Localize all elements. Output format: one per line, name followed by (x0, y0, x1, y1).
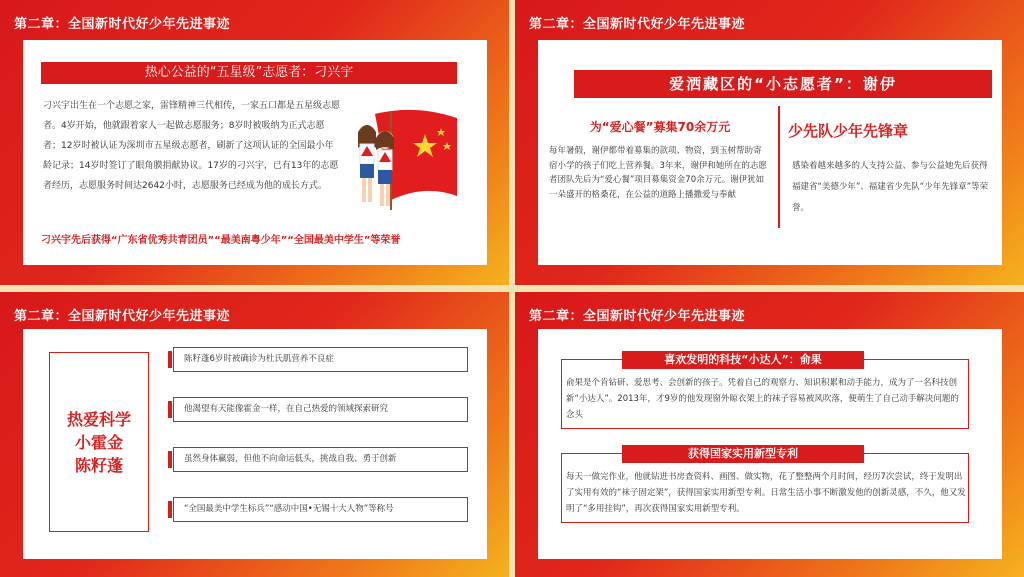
section-tag: 喜欢发明的科技“小达人”：俞果 (622, 351, 864, 369)
content-card (23, 40, 487, 265)
name-line: 陈籽蓬 (74, 455, 123, 475)
section-text: 俞果是个肯钻研、爱思考、会创新的孩子。凭着自己的观察力、知识积累和动手能力，成为了一名科技创新“小达人”。2013年，才9岁的他发现窗外晾衣架上的袜子容易被风吹落，便萌生了自己动手解决问题的念头 (566, 378, 959, 420)
section-text: 每天一做完作业，他就钻进书房查资料、画图、做实物，花了整整两个月时间，经历7次尝试，终于发明出了实用有效的“袜子固定架”，获得国家实用新型专利。日常生活小事不断激发他的创新灵感，不久，他又发明了“多用挂钩”，再次获得国家实用新型专利。 (566, 472, 966, 514)
slide-3 (0, 292, 509, 577)
slide-4 (515, 292, 1024, 577)
name-line: 小霍金 (74, 432, 123, 452)
list-item: 他渴望有天能像霍金一样，在自己热爱的领域探索研究 (173, 397, 468, 422)
content-card (538, 40, 1002, 265)
list-item: 陈籽蓬6岁时被确诊为杜氏肌营养不良症 (173, 347, 468, 372)
name-line: 热爱科学 (66, 409, 131, 429)
right-heading: 少先队少年先锋章 (788, 122, 909, 140)
section-tag: 获得国家实用新型专利 (622, 445, 864, 463)
divider (778, 106, 780, 228)
right-text: 感染着越来越多的人支持公益、参与公益她先后获得福建省“美德少年”、福建省少先队“少年先锋章”等荣誉。 (792, 161, 989, 213)
section-title: 热心公益的“五星级”志愿者：刁兴宇 (41, 62, 457, 84)
honor-text: 刁兴宇先后获得“广东省优秀共青团员”“最美南粤少年”“全国最美中学生”等荣誉 (41, 235, 401, 246)
list-item: 虽然身体羸弱，但他不向命运低头，挑战自我、勇于创新 (173, 447, 468, 472)
name-box (49, 352, 149, 532)
story-text: 刁兴宇出生在一个志愿之家，雷锋精神三代相传，一家五口都是五星级志愿者。4岁开始，他就跟着家人一起做志愿服务；8岁时被吸纳为正式志愿者；12岁时被认证为深圳市五星级志愿者，刷新了这项认证的全国最小年龄记录；14岁时签订了眼角膜捐献协议。17岁的刁兴宇，已有13年的志愿者经历，志愿服务时间达2642小时，志愿服务已经成为他的成长方式。 (43, 101, 341, 191)
slide-header: 第二章：全国新时代好少年先进事迹 (529, 309, 746, 324)
section-title: 爱洒藏区的“小志愿者”：谢伊 (574, 70, 992, 98)
left-text: 每年暑假，谢伊都带着募集的款项、物资，到玉树帮助寄宿小学的孩子们吃上营养餐。3年来，谢伊和她所在的志愿者团队先后为“爱心餐”项目募集资金70余万元。谢伊犹如一朵盛开的格桑花，在公益的道路上播撒爱与奉献 (549, 146, 767, 200)
slide-header: 第二章：全国新时代好少年先进事迹 (14, 309, 231, 324)
slide-1 (0, 0, 509, 285)
slide-header: 第二章：全国新时代好少年先进事迹 (529, 17, 746, 32)
young-pioneers-flag-illustration (345, 104, 465, 212)
left-heading: 为“爱心餐”募集70余万元 (589, 120, 731, 134)
slide-header: 第二章：全国新时代好少年先进事迹 (14, 17, 231, 32)
list-item: “全国最美中学生标兵”“感动中国•无锡十大人物”等称号 (173, 497, 468, 522)
slide-2 (515, 0, 1024, 285)
content-card (23, 329, 487, 559)
content-card (538, 329, 1002, 559)
